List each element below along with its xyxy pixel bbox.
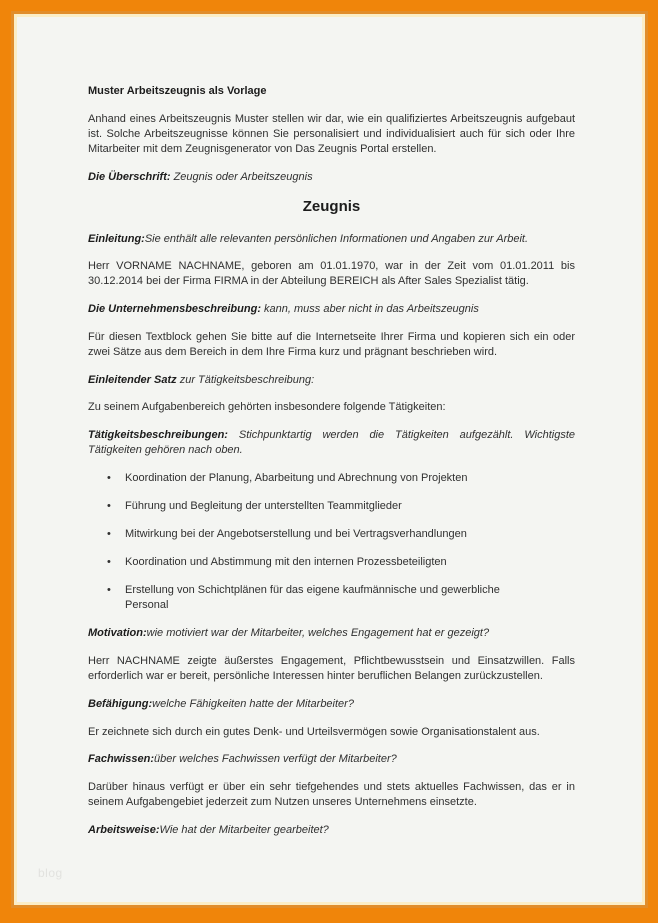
task-item-text: Erstellung von Schichtplänen für das eigene kaufmännische und gewerbliche Personal — [125, 584, 500, 612]
arbeitsweise-line — [88, 823, 575, 838]
task-item-text: Koordination und Abstimmung mit den internen Prozessbeteiligten — [125, 556, 447, 569]
task-item-text: Koordination der Planung, Abarbeitung und Abrechnung von Projekten — [125, 472, 468, 485]
befaehigung-label: Befähigung: — [88, 697, 153, 710]
bullet-icon: • — [107, 528, 111, 541]
taetigkeitsbeschreibungen-line — [88, 428, 575, 458]
textblock-paragraph: Für diesen Textblock gehen Sie bitte auf die Internetseite Ihrer Firma und kopieren sich ein oder zwei Sätze aus dem Bereich in dem Ihre Firma kurz und prägnant beschrieben wird. — [88, 330, 575, 359]
task-item — [88, 471, 575, 486]
intro-paragraph: Anhand eines Arbeitszeugnis Muster stellen wir dar, wie ein qualifiziertes Arbeitszeugnis aufgebaut ist. Solche Arbeitszeugnisse können Sie personalisiert und individualisiert auch für sich oder Ihre Mitarbeiter mit dem Zeugnisgenerator von Das Zeugnis Portal erstellen. — [88, 112, 575, 156]
document-content — [17, 17, 642, 902]
watermark-blog: blog — [38, 866, 63, 880]
taetigkeitsbeschreibungen-label: Tätigkeitsbeschreibungen: — [88, 429, 228, 442]
arbeitsweise-label: Arbeitsweise: — [88, 823, 160, 836]
fachwissen-paragraph: Darüber hinaus verfügt er über ein sehr tiefgehendes und stets aktuelles Fachwissen, das er in seinem Aufgabengebiet jederzeit zum Nutzen unseres Unternehmens einsetzte. — [88, 780, 575, 809]
motivation-line — [88, 626, 575, 641]
taetigkeitsbeschreibungen-text: Stichpunktartig werden die Tätigkeiten aufgezählt. Wichtigste Tätigkeiten gehören nach oben. — [88, 429, 575, 457]
unternehmensbeschreibung-text: kann, muss aber nicht in das Arbeitszeugnis — [260, 303, 479, 316]
task-item — [88, 527, 575, 542]
task-item-text: Mitwirkung bei der Angebotserstellung und bei Vertragsverhandlungen — [125, 528, 467, 541]
task-list — [88, 471, 575, 613]
ueberschrift-label: Die Überschrift: — [88, 170, 171, 183]
motivation-label: Motivation: — [88, 627, 147, 640]
ueberschrift-text: Zeugnis oder Arbeitszeugnis — [170, 170, 313, 183]
document-page — [17, 17, 642, 902]
einleitender-satz-text: zur Tätigkeitsbeschreibung: — [176, 373, 315, 386]
befaehigung-line — [88, 697, 575, 712]
einleitung-line — [88, 232, 575, 247]
motivation-paragraph: Herr NACHNAME zeigte äußerstes Engagement, Pflichtbewusstsein und Einsatzwillen. Falls erforderlich war er bereit, persönliche Interessen hinter beruflichen Belangen zurückzustellen. — [88, 654, 575, 683]
task-item-text: Führung und Begleitung der unterstellten Teammitglieder — [125, 500, 402, 513]
befaehigung-text: welche Fähigkeiten hatte der Mitarbeiter? — [152, 697, 354, 710]
fachwissen-label: Fachwissen: — [88, 753, 155, 766]
arbeitsweise-text: Wie hat der Mitarbeiter gearbeitet? — [159, 823, 329, 836]
einleitung-label: Einleitung: — [88, 232, 145, 245]
einleitender-satz-label: Einleitender Satz — [88, 373, 177, 386]
aufgabenbereich-line: Zu seinem Aufgabenbereich gehörten insbesondere folgende Tätigkeiten: — [88, 401, 446, 414]
doc-title: Muster Arbeitszeugnis als Vorlage — [88, 85, 267, 97]
fachwissen-text: über welches Fachwissen verfügt der Mitarbeiter? — [154, 753, 397, 766]
zeugnis-heading: Zeugnis — [302, 197, 361, 215]
unternehmensbeschreibung-line — [88, 302, 575, 317]
befaehigung-paragraph: Er zeichnete sich durch ein gutes Denk- und Urteilsvermögen sowie Organisationstalent aus. — [88, 725, 540, 738]
unternehmensbeschreibung-label: Die Unternehmensbeschreibung: — [88, 303, 261, 316]
fachwissen-line — [88, 752, 575, 767]
person-paragraph: Herr VORNAME NACHNAME, geboren am 01.01.1970, war in der Zeit vom 01.01.2011 bis 30.12.2014 bei der Firma FIRMA in der Abteilung BEREICH als After Sales Spezialist tätig. — [88, 260, 575, 288]
bullet-icon: • — [107, 584, 111, 597]
einleitender-satz-line — [88, 373, 575, 388]
ueberschrift-line — [88, 170, 575, 185]
einleitung-text: Sie enthält alle relevanten persönlichen Informationen und Angaben zur Arbeit. — [144, 232, 529, 245]
bullet-icon: • — [107, 556, 111, 569]
task-item — [88, 499, 575, 514]
bullet-icon: • — [107, 500, 111, 513]
bullet-icon: • — [107, 472, 111, 485]
task-item — [88, 555, 575, 570]
motivation-text: wie motiviert war der Mitarbeiter, welches Engagement hat er gezeigt? — [146, 627, 490, 640]
task-item — [88, 583, 575, 613]
